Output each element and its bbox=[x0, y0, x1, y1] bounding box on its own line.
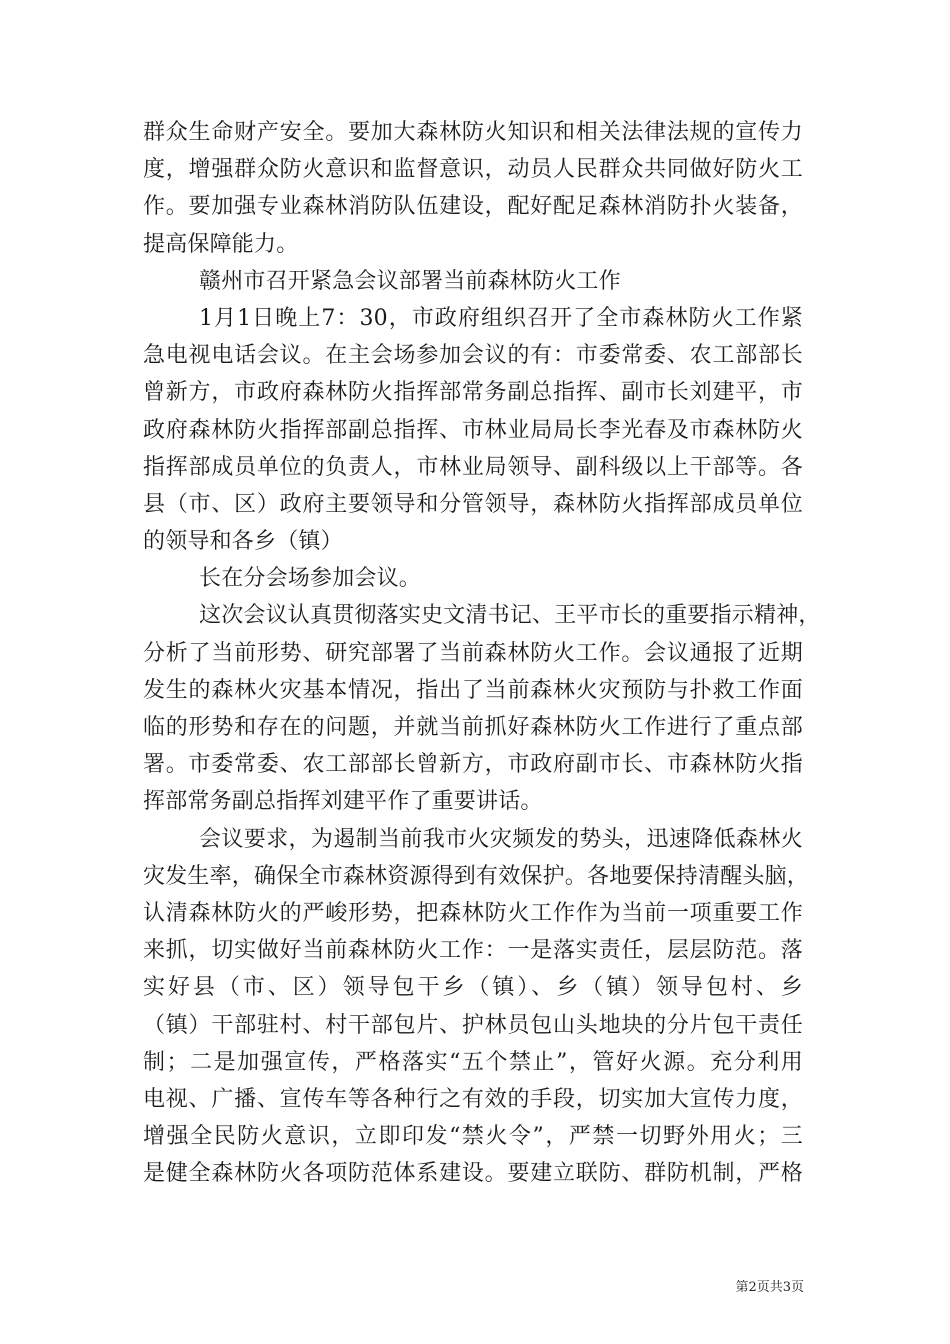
document-body bbox=[143, 114, 821, 1192]
text-line: 急电视电话会议。在主会场参加会议的有：市委常委、农工部部长 bbox=[143, 343, 803, 369]
text-line: 长在分会场参加会议。 bbox=[199, 566, 422, 592]
text-line: 署。市委常委、农工部部长曾新方，市政府副市长、市森林防火指 bbox=[143, 752, 803, 778]
text-line: 是健全森林防火各项防范体系建设。要建立联防、群防机制，严格 bbox=[143, 1161, 803, 1187]
text-line: 来抓，切实做好当前森林防火工作：一是落实责任，层层防范。落 bbox=[143, 938, 803, 964]
text-line: 度，增强群众防火意识和监督意识，动员人民群众共同做好防火工 bbox=[143, 157, 803, 183]
text-line: 这次会议认真贯彻落实史文清书记、王平市长的重要指示精神， bbox=[199, 603, 821, 629]
text-line: 政府森林防火指挥部副总指挥、市林业局局长李光春及市森林防火 bbox=[143, 417, 803, 443]
text-line: 灾发生率，确保全市森林资源得到有效保护。各地要保持清醒头脑， bbox=[143, 863, 810, 889]
text-line: 实好县（市、区）领导包干乡（镇）、乡（镇）领导包村、乡 bbox=[143, 975, 803, 1001]
text-line: 群众生命财产安全。要加大森林防火知识和相关法律法规的宣传力 bbox=[143, 120, 803, 145]
text-line: 的领导和各乡（镇） bbox=[143, 529, 343, 555]
text-line: 认清森林防火的严峻形势，把森林防火工作作为当前一项重要工作 bbox=[143, 900, 803, 926]
text-line: 提高保障能力。 bbox=[143, 231, 299, 257]
text-line: 指挥部成员单位的负责人，市林业局领导、副科级以上干部等。各 bbox=[143, 454, 803, 480]
text-line: 临的形势和存在的问题，并就当前抓好森林防火工作进行了重点部 bbox=[143, 715, 803, 740]
section-heading: 赣州市召开紧急会议部署当前森林防火工作 bbox=[199, 268, 621, 294]
text-line: 挥部常务副总指挥刘建平作了重要讲话。 bbox=[143, 789, 543, 815]
text-line: 分析了当前形势、研究部署了当前森林防火工作。会议通报了近期 bbox=[143, 640, 803, 666]
text-line: 1月1日晚上7：30，市政府组织召开了全市森林防火工作紧 bbox=[199, 305, 803, 331]
text-line: 制；二是加强宣传，严格落实“五个禁止”，管好火源。充分利用 bbox=[143, 1049, 803, 1075]
text-line: 会议要求，为遏制当前我市火灾频发的势头，迅速降低森林火 bbox=[199, 826, 803, 852]
text-line: 曾新方，市政府森林防火指挥部常务副总指挥、副市长刘建平，市 bbox=[143, 380, 803, 406]
text-line: 发生的森林火灾基本情况，指出了当前森林火灾预防与扑救工作面 bbox=[143, 677, 803, 703]
text-line: 电视、广播、宣传车等各种行之有效的手段，切实加大宣传力度， bbox=[143, 1086, 803, 1112]
text-line: 县（市、区）政府主要领导和分管领导，森林防火指挥部成员单位 bbox=[143, 491, 803, 517]
page-number-footer: 第2页共3页 bbox=[735, 1280, 804, 1295]
text-line: （镇）干部驻村、村干部包片、护林员包山头地块的分片包干责任 bbox=[143, 1012, 803, 1038]
text-line: 增强全民防火意识，立即印发“禁火令”，严禁一切野外用火；三 bbox=[143, 1124, 803, 1150]
text-line: 作。要加强专业森林消防队伍建设，配好配足森林消防扑火装备， bbox=[143, 194, 803, 220]
